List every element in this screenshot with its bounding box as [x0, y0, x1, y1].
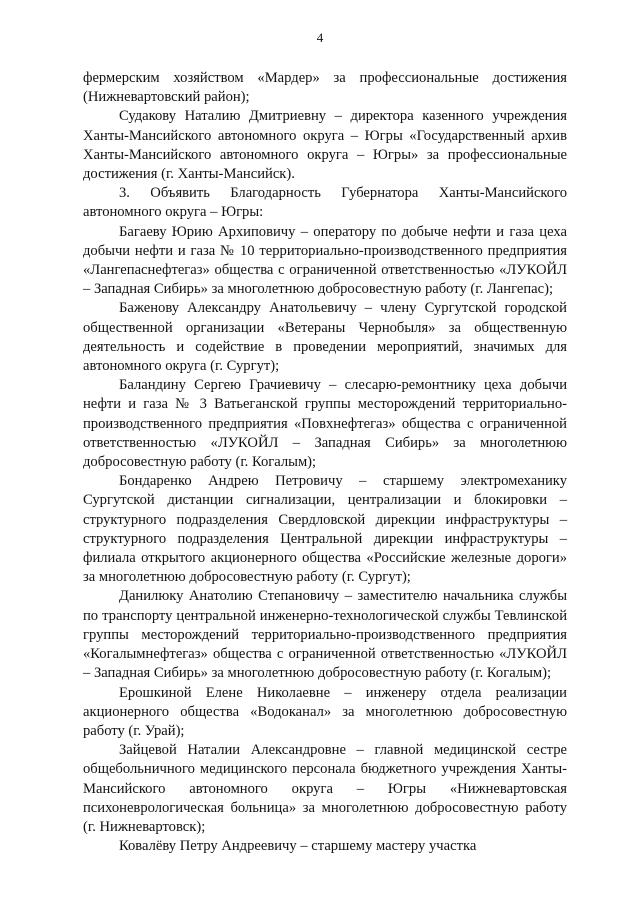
- paragraph-bazhenov: Баженову Александру Анатольевичу – члену Сургутской городской общественной организации «Ветераны Чернобыля» за общественную деятельность и содействие в проведении мероприятий, значимых для автономного округа (г. Сургут);: [83, 300, 567, 375]
- paragraph-zaitseva: Зайцевой Наталии Александровне – главной медицинской сестре общебольничного медицинского персонала бюджетного учреждения Ханты-Мансийского автономного округа – Югры «Нижневартовская психоневрологическая больница» за многолетнюю добросовестную работу (г. Нижневартовск);: [83, 742, 567, 835]
- paragraph-eroshkina: Ерошкиной Елене Николаевне – инженеру отдела реализации акционерного общества «Водоканал» за многолетнюю добросовестную работу (г. Урай);: [83, 684, 567, 739]
- paragraph-section-3-heading: 3. Объявить Благодарность Губернатора Ханты-Мансийского автономного округа – Югры:: [83, 185, 567, 221]
- page-number: 4: [316, 30, 324, 45]
- paragraph-kovalev: Ковалёву Петру Андреевичу – старшему мастеру участка: [119, 838, 477, 855]
- document-body: [83, 69, 567, 856]
- paragraph-danilyuk: Данилюку Анатолию Степановичу – заместителю начальника службы по транспорту центральной инженерно-технологической службы Тевлинской группы месторождений территориально-производственного предприятия «Когалымнефтегаз» общества с ограниченной ответственностью «ЛУКОЙЛ – Западная Сибирь» за многолетнюю добросовестную работу (г. Когалым);: [83, 588, 567, 682]
- paragraph-continued: фермерским хозяйством «Мардер» за профессиональные достижения (Нижневартовский район);: [83, 70, 567, 106]
- paragraph-balandin: Баландину Сергею Грачиевичу – слесарю-ремонтнику цеха добычи нефти и газа № 3 Ватьеганской группы месторождений территориально-производственного предприятия «Повхнефтегаз» общества с ограниченной ответственностью «ЛУКОЙЛ – Западная Сибирь» за многолетнюю добросовестную работу (г. Когалым);: [83, 377, 567, 471]
- paragraph-bondarenko: Бондаренко Андрею Петровичу – старшему электромеханику Сургутской дистанции сигнализации, централизации и блокировки – структурного подразделения Свердловской дирекции инфраструктуры – структурного подразделения Центральной дирекции инфраструктуры – филиала открытого акционерного общества «Российские железные дороги» за многолетнюю добросовестную работу (г. Сургут);: [83, 473, 567, 586]
- paragraph-bagaev: Багаеву Юрию Архиповичу – оператору по добыче нефти и газа цеха добычи нефти и газа № 10 территориально-производственного предприятия «Лангепаснефтегаз» общества с ограниченной ответственностью «ЛУКОЙЛ – Западная Сибирь» за многолетнюю добросовестную работу (г. Лангепас);: [83, 223, 567, 298]
- paragraph-sudakova: Судакову Наталию Дмитриевну – директора казенного учреждения Ханты-Мансийского автономного округа – Югры «Государственный архив Ханты-Мансийского автономного округа – Югры» за профессиональные достижения (г. Ханты-Мансийск).: [83, 108, 567, 183]
